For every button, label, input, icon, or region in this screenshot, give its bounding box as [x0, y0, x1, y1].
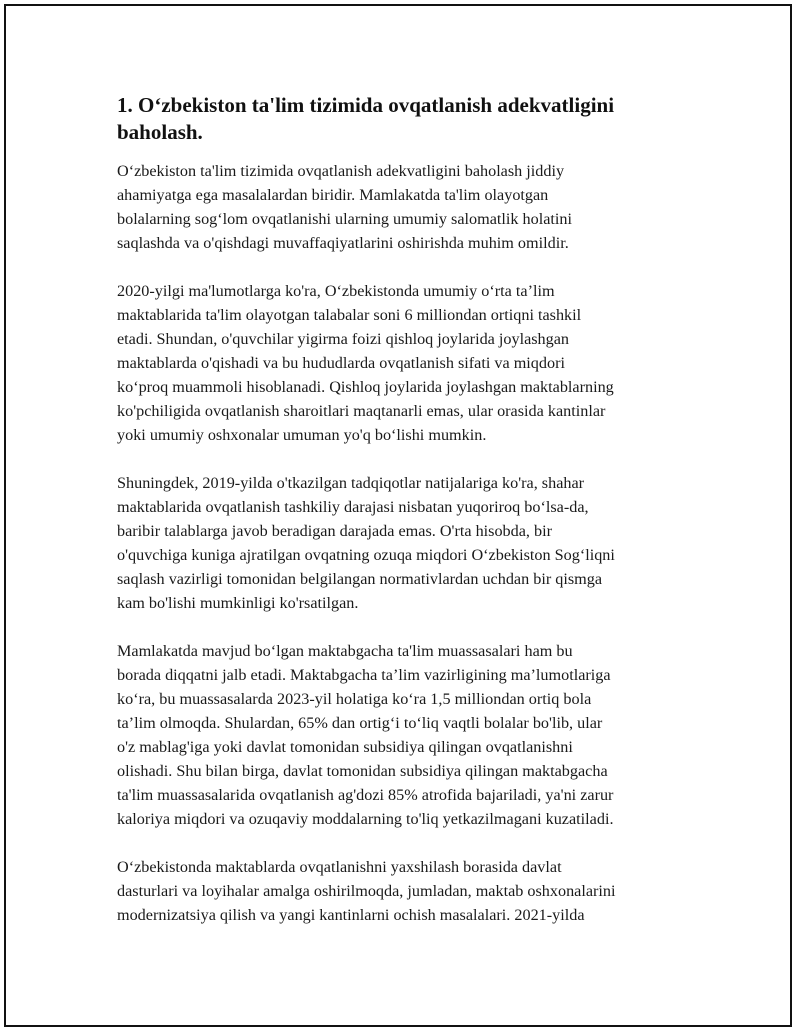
text-line: etadi. Shundan, o'quvchilar yigirma foizi qishloq joylarida joylashgan: [117, 330, 570, 348]
text-line: kaloriya miqdori va ozuqaviy moddalarning to'liq yetkazilmagani kuzatiladi.: [117, 810, 614, 828]
text-line: yoki umumiy oshxonalar umuman yo'q bo‘lishi mumkin.: [117, 426, 487, 444]
text-line: maktablarida ta'lim olayotgan talabalar soni 6 milliondan ortiqni tashkil: [117, 306, 582, 324]
text-line: ta'lim muassasalarida ovqatlanish ag'dozi 85% atrofida bajariladi, ya'ni zarur: [117, 786, 614, 804]
paragraph-4: [117, 639, 692, 831]
paragraph-2: [117, 279, 692, 447]
heading-line: baholash.: [117, 120, 203, 144]
text-line: maktablarida ovqatlanish tashkiliy darajasi nisbatan yuqoriroq bo‘lsa-da,: [117, 498, 589, 516]
paragraph-3: [117, 471, 692, 615]
text-line: maktablarda o'qishadi va bu hududlarda ovqatlanish sifati va miqdori: [117, 354, 565, 372]
text-line: baribir talablarga javob beradigan darajada emas. O'rta hisobda, bir: [117, 522, 553, 540]
text-line: Mamlakatda mavjud bo‘lgan maktabgacha ta'lim muassasalari ham bu: [117, 642, 573, 660]
text-line: ko‘ra, bu muassasalarda 2023-yil holatiga ko‘ra 1,5 milliondan ortiq bola: [117, 690, 592, 708]
text-line: ko'pchiligida ovqatlanish sharoitlari maqtanarli emas, ular orasida kantinlar: [117, 402, 606, 420]
text-line: modernizatsiya qilish va yangi kantinlarni ochish masalalari. 2021-yilda: [117, 906, 585, 924]
text-line: dasturlari va loyihalar amalga oshirilmoqda, jumladan, maktab oshxonalarini: [117, 882, 616, 900]
text-line: Shuningdek, 2019-yilda o'tkazilgan tadqiqotlar natijalariga ko'ra, shahar: [117, 474, 585, 492]
text-line: 2020-yilgi ma'lumotlarga ko'ra, O‘zbekistonda umumiy o‘rta ta’lim: [117, 282, 555, 300]
text-line: O‘zbekiston ta'lim tizimida ovqatlanish adekvatligini baholash jiddiy: [117, 162, 565, 180]
text-line: saqlash vazirligi tomonidan belgilangan normativlardan uchdan bir qismga: [117, 570, 603, 588]
text-line: ahamiyatga ega masalalardan biridir. Mamlakatda ta'lim olayotgan: [117, 186, 549, 204]
text-line: o'z mablag'iga yoki davlat tomonidan subsidiya qilingan ovqatlanishni: [117, 738, 573, 756]
text-line: o'quvchiga kuniga ajratilgan ovqatning ozuqa miqdori O‘zbekiston Sog‘liqni: [117, 546, 615, 564]
text-line: saqlashda va o'qishdagi muvaffaqiyatlarini oshirishda muhim omildir.: [117, 234, 569, 252]
heading-line: 1. O‘zbekiston ta'lim tizimida ovqatlanish adekvatligini: [117, 93, 615, 117]
text-line: kam bo'lishi mumkinligi ko'rsatilgan.: [117, 594, 359, 612]
text-line: O‘zbekistonda maktablarda ovqatlanishni yaxshilash borasida davlat: [117, 858, 562, 876]
text-line: olishadi. Shu bilan birga, davlat tomonidan subsidiya qilingan maktabgacha: [117, 762, 608, 780]
section-heading: [117, 92, 692, 146]
text-line: ko‘proq muammoli hisoblanadi. Qishloq joylarida joylashgan maktablarning: [117, 378, 614, 396]
paragraph-1: [117, 159, 692, 255]
text-line: borada diqqatni jalb etadi. Maktabgacha ta’lim vazirligining ma’lumotlariga: [117, 666, 611, 684]
document-body: [117, 92, 692, 951]
text-line: bolalarning sog‘lom ovqatlanishi ularning umumiy salomatlik holatini: [117, 210, 572, 228]
paragraph-5: [117, 855, 692, 927]
text-line: ta’lim olmoqda. Shulardan, 65% dan ortig‘i to‘liq vaqtli bolalar bo'lib, ular: [117, 714, 603, 732]
